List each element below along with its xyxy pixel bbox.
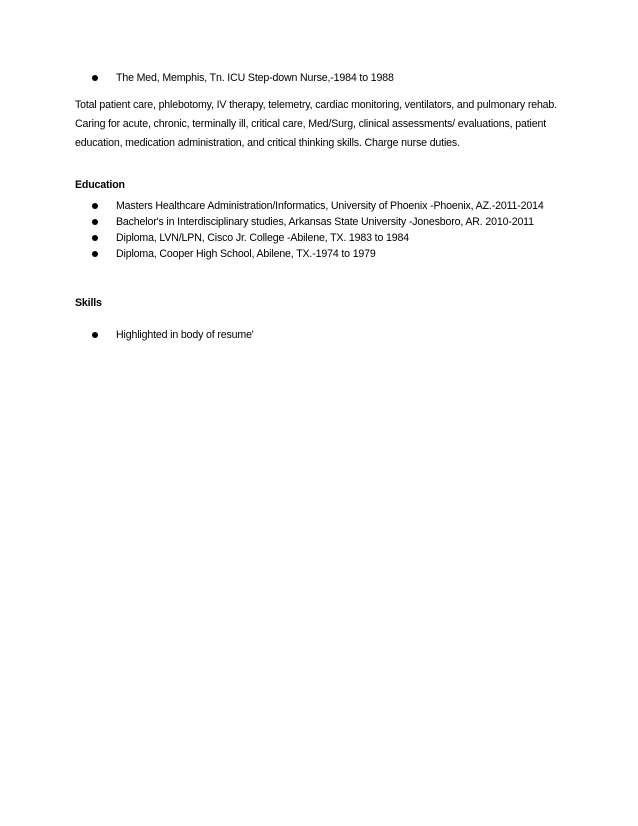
education-item — [0, 198, 638, 214]
education-section — [0, 198, 638, 262]
experience-item — [0, 70, 638, 86]
education-item — [0, 246, 638, 262]
experience-list — [0, 70, 638, 86]
experience-item-text: The Med, Memphis, Tn. ICU Step-down Nurse,-1984 to 1988 — [116, 72, 394, 84]
education-item-text: Diploma, Cooper High School, Abilene, TX.-1974 to 1979 — [116, 248, 376, 260]
education-item — [0, 230, 638, 246]
skills-heading: Skills — [75, 297, 102, 309]
bullet-icon — [92, 203, 98, 209]
education-heading-block — [75, 177, 578, 193]
education-heading: Education — [75, 179, 125, 191]
bullet-icon — [92, 251, 98, 257]
education-item — [0, 214, 638, 230]
experience-description-block — [75, 96, 575, 153]
skills-list — [0, 327, 638, 343]
education-item-text: Masters Healthcare Administration/Informatics, University of Phoenix -Phoenix, AZ.-2011-2014 — [116, 200, 544, 212]
skills-item — [0, 327, 638, 343]
experience-section — [0, 70, 638, 86]
bullet-icon — [92, 219, 98, 225]
education-item-text: Bachelor's in Interdisciplinary studies, Arkansas State University -Jonesboro, AR. 2010-2011 — [116, 216, 534, 228]
skills-heading-block — [75, 295, 578, 311]
skills-section — [0, 327, 638, 343]
experience-description: Total patient care, phlebotomy, IV therapy, telemetry, cardiac monitoring, ventilators, and pulmonary rehab. Caring for acute, chronic, terminally ill, critical care, Med/Surg, clinical assessments/ evaluations, patient education, medication administration, and critical thinking skills. Charge nurse duties. — [75, 99, 557, 149]
education-item-text: Diploma, LVN/LPN, Cisco Jr. College -Abilene, TX. 1983 to 1984 — [116, 232, 409, 244]
bullet-icon — [92, 332, 98, 338]
bullet-icon — [92, 75, 98, 81]
education-list — [0, 198, 638, 262]
bullet-icon — [92, 235, 98, 241]
skills-item-text: Highlighted in body of resume' — [116, 329, 254, 341]
